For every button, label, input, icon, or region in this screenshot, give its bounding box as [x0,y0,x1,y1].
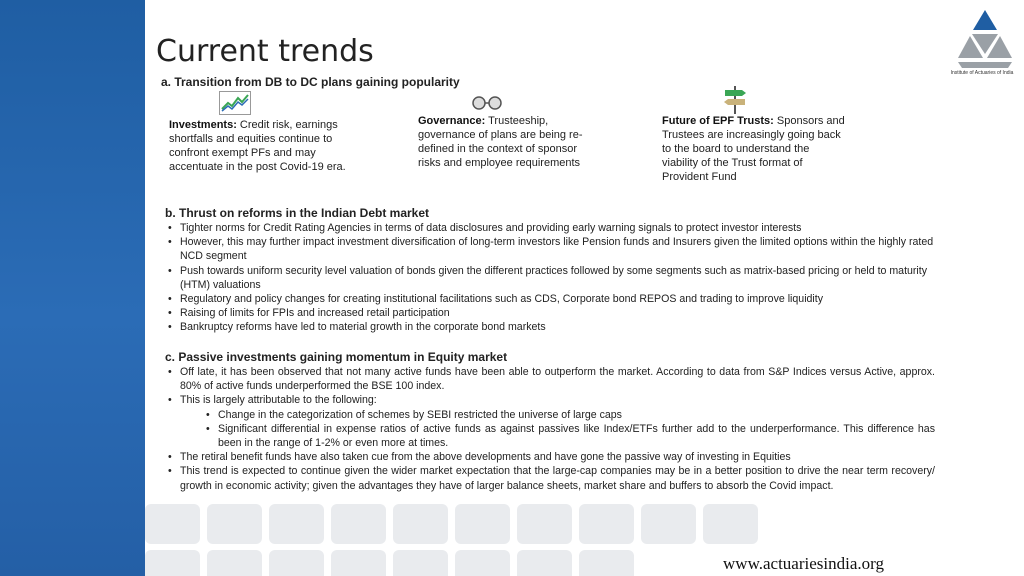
glasses-icon [470,95,504,111]
signpost-icon [722,84,748,114]
list-item: • Push towards uniform security level valuation of bonds given the different practices followed by some segments such as matrix-based pricing or held to maturity (HTM) valuations [165,264,935,292]
chart-trend-icon [219,91,251,115]
list-item: • However, this may further impact investment diversification of long-term investors like Pension funds and Insurers given the limited options within the highly rated NCD segment [165,235,935,263]
section-c-heading: c. Passive investments gaining momentum in Equity market [165,350,508,364]
left-accent-band [0,0,145,576]
list-item: • Tighter norms for Credit Rating Agencies in terms of data disclosures and providing early warning signals to protect investor interests [165,221,935,235]
investments-text: Investments: Credit risk, earnings shortfalls and equities continue to confront exempt PFs and may accentuate in the post Covid-19 era. [169,119,346,173]
logo-caption: Institute of Actuaries of India [950,70,1014,76]
list-sub-item: • Change in the categorization of schemes by SEBI restricted the universe of large caps [165,408,935,422]
list-sub-item: • Significant differential in expense ratios of active funds as against passives like Index/ETFs further add to the underperformance. This difference has been in the range of 1-2% or even more at times. [165,422,935,450]
actuaries-logo-icon [950,8,1020,78]
list-item: • This is largely attributable to the following: [165,393,935,407]
section-b-heading: b. Thrust on reforms in the Indian Debt market [165,206,430,220]
list-item: • The retiral benefit funds have also taken cue from the above developments and have gone the passive way of investing in Equities [165,450,935,464]
future-epf-text: Future of EPF Trusts: Sponsors and Trustees are increasingly going back to the board to understand the viability of the Trust format of Provident Fund [662,115,845,183]
footer-website: www.actuariesindia.org [723,554,884,573]
list-item: • This trend is expected to continue given the wider market expectation that the large-cap companies may be in a better position to drive the near term recovery/ growth in economic activity; given the advantages they have of larger balance sheets, market share and buffers to absorb the Covid impact. [165,464,935,492]
list-item: • Bankruptcy reforms have led to material growth in the corporate bond markets [165,320,935,334]
section-a-heading: a. Transition from DB to DC plans gaining popularity [161,75,460,89]
list-item: • Off late, it has been observed that not many active funds have been able to outperform the market. According to data from S&P Indices versus Active, approx. 80% of active funds underperformed the BSE 100 index. [165,365,935,393]
background-tiles [145,480,1024,576]
governance-text: Governance: Trusteeship, governance of plans are being re-defined in the context of sponsor risks and employee requirements [418,115,583,169]
page-title: Current trends [156,34,374,69]
list-item: • Raising of limits for FPIs and increased retail participation [165,306,935,320]
future-epf-label: Future of EPF Trusts: [662,115,774,127]
section-c-list [165,365,935,493]
governance-label: Governance: [418,115,486,127]
list-item: • Regulatory and policy changes for creating institutional facilitations such as CDS, Corporate bond REPOS and trading to improve liquidity [165,292,935,306]
section-b-list [165,221,935,335]
investments-label: Investments: [169,119,237,131]
